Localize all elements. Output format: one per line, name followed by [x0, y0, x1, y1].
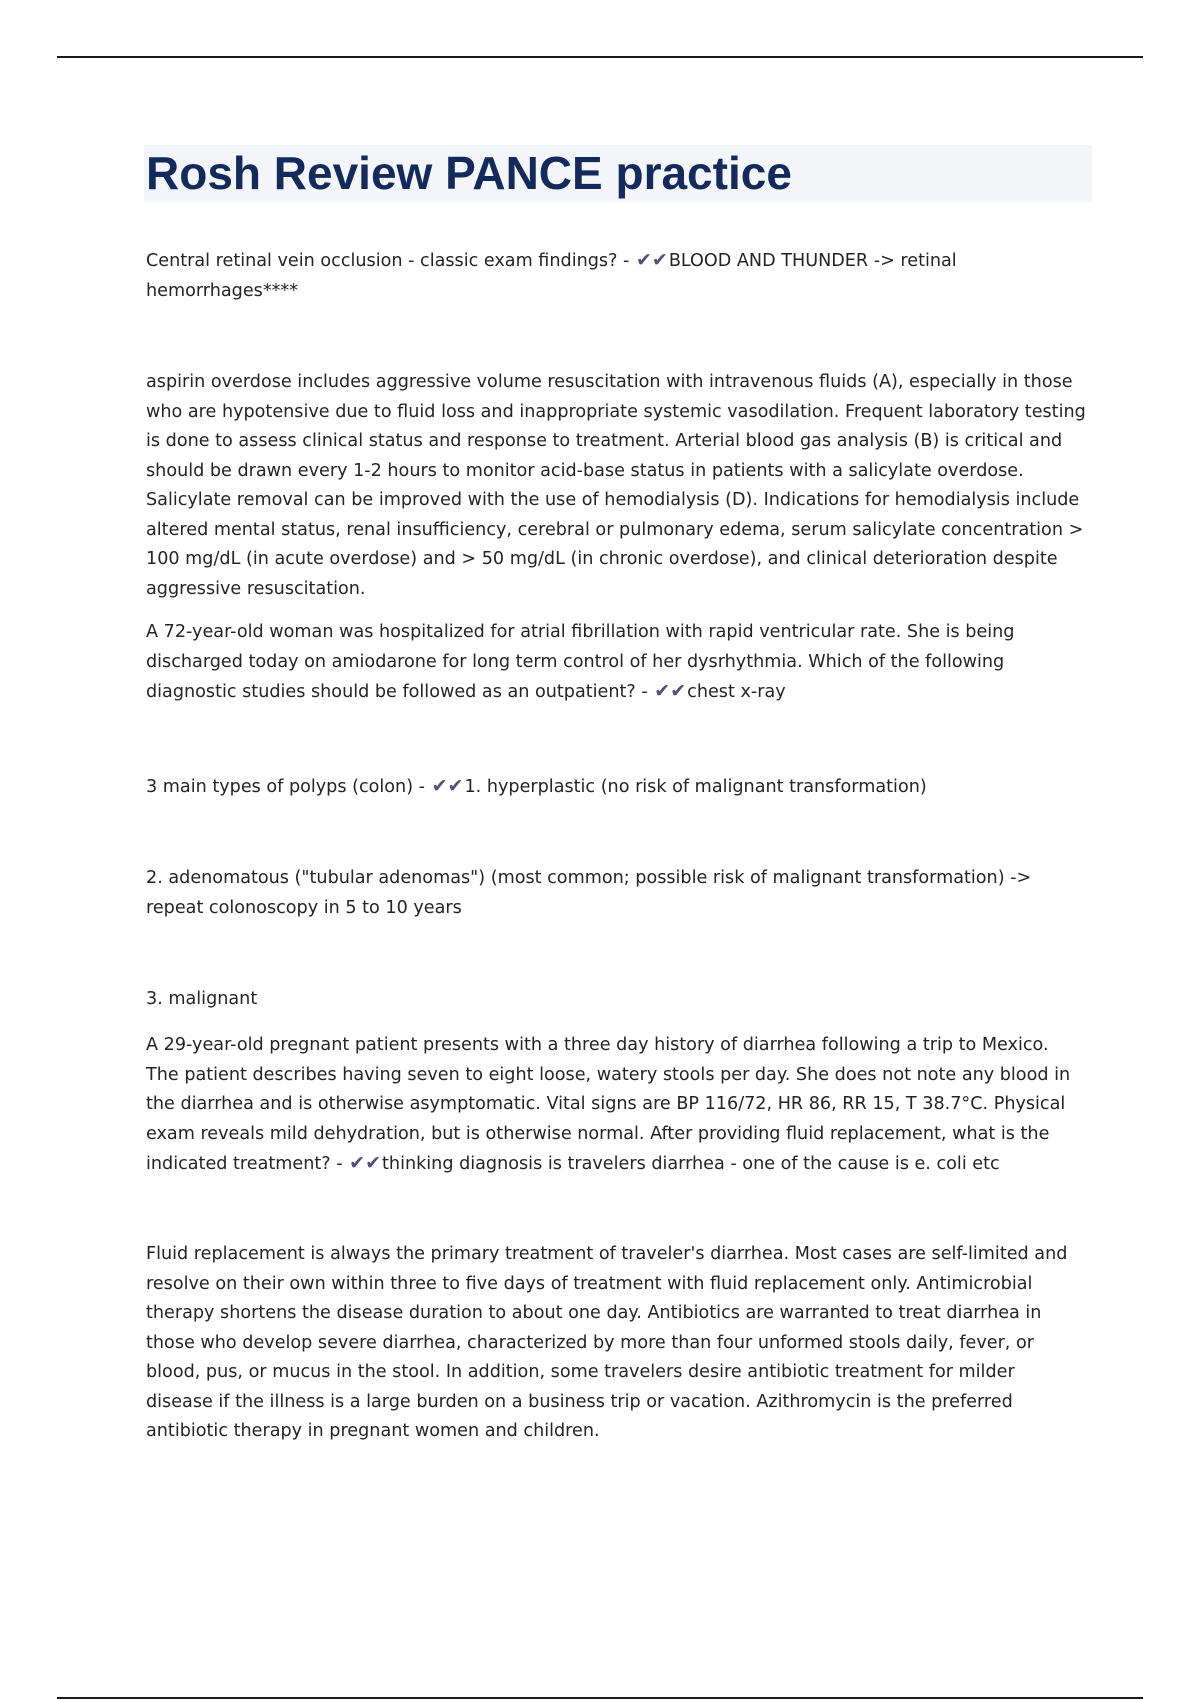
question-text: A 72-year-old woman was hospitalized for atrial fibrillation with rapid ventricular rate. She is being discharged today on amiodarone for long term control of her dysrhythmia. Which of the following diagnostic studies should be followed as an outpatient? -	[146, 622, 1015, 702]
answer-text: BLOOD AND THUNDER -> retinal hemorrhages****	[146, 251, 957, 301]
question-text: A 29-year-old pregnant patient presents with a three day history of diarrhea following a trip to Mexico. The patient describes having seven to eight loose, watery stools per day. She does not note any blood in the diarrhea and is otherwise asymptomatic. Vital signs are BP 116/72, HR 86, RR 15, T 38.7°C. Physical exam reveals mild dehydration, but is otherwise normal. After providing fluid replacement, what is the indicated treatment? -	[146, 1035, 1071, 1174]
double-check-icon: ✔✔	[635, 249, 668, 271]
top-rule	[57, 56, 1143, 58]
polyps-item-malignant: 3. malignant	[146, 989, 258, 1009]
qa-entry-retinal-vein	[146, 246, 1086, 306]
question-text: 3 main types of polyps (colon) -	[146, 777, 426, 797]
qa-entry-amiodarone	[146, 618, 1086, 708]
bottom-rule	[57, 1697, 1143, 1699]
answer-text: thinking diagnosis is travelers diarrhea - one of the cause is e. coli etc	[382, 1154, 1000, 1174]
qa-entry-travelers-diarrhea	[146, 1031, 1086, 1180]
explanation-travelers-diarrhea: Fluid replacement is always the primary treatment of traveler's diarrhea. Most cases are self-limited and resolve on their own within three to five days of treatment with fluid replacement only. Antimicrobial therapy shortens the disease duration to about one day. Antibiotics are warranted to treat diarrhea in those who develop severe diarrhea, characterized by more than four unformed stools daily, fever, or blood, pus, or mucus in the stool. In addition, some travelers desire antibiotic treatment for milder disease if the illness is a large burden on a business trip or vacation. Azithromycin is the preferred antibiotic therapy in pregnant women and children.	[146, 1244, 1068, 1441]
question-text: Central retinal vein occlusion - classic exam findings? -	[146, 251, 630, 271]
double-check-icon: ✔✔	[431, 775, 464, 797]
double-check-icon: ✔✔	[654, 680, 687, 702]
answer-text: 1. hyperplastic (no risk of malignant transformation)	[464, 777, 927, 797]
explanation-aspirin-overdose: aspirin overdose includes aggressive volume resuscitation with intravenous fluids (A), especially in those who are hypotensive due to fluid loss and inappropriate systemic vasodilation. Frequent laboratory testing is done to assess clinical status and response to treatment. Arterial blood gas analysis (B) is critical and should be drawn every 1-2 hours to monitor acid-base status in patients with a salicylate overdose. Salicylate removal can be improved with the use of hemodialysis (D). Indications for hemodialysis include altered mental status, renal insufficiency, cerebral or pulmonary edema, serum salicylate concentration > 100 mg/dL (in acute overdose) and > 50 mg/dL (in chronic overdose), and clinical deterioration despite aggressive resuscitation.	[146, 372, 1086, 599]
polyps-item-adenomatous: 2. adenomatous ("tubular adenomas") (most common; possible risk of malignant transformation) -> repeat colonoscopy in 5 to 10 years	[146, 868, 1032, 918]
double-check-icon: ✔✔	[349, 1152, 382, 1174]
qa-entry-polyps	[146, 772, 1086, 803]
page-title: Rosh Review PANCE practice	[146, 147, 792, 199]
answer-text: chest x-ray	[687, 682, 786, 702]
